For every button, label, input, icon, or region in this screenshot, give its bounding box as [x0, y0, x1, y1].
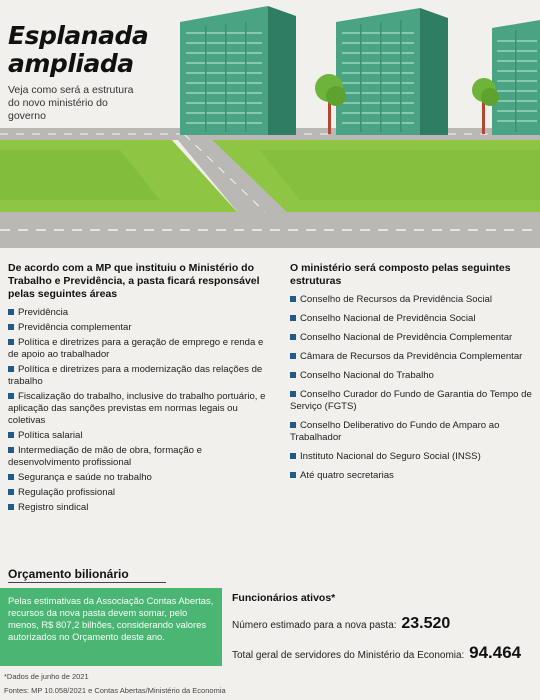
employees-row-new: [232, 615, 532, 633]
page-subtitle: Veja como será a estrutura do novo ministério do governo: [8, 84, 134, 122]
areas-list: [8, 307, 270, 514]
list-item: [290, 332, 534, 344]
employees-total-label: Total geral de servidores do Ministério da Economia:: [232, 650, 465, 661]
employees-row-total: [232, 643, 532, 663]
square-bullet-icon: [290, 334, 296, 340]
structures-heading: O ministério será composto pelas seguintes estruturas: [290, 262, 511, 287]
list-item: [290, 370, 534, 382]
list-item-label: Política e diretrizes para a modernização das relações de trabalho: [8, 364, 263, 387]
list-item: [290, 313, 534, 325]
list-item-label: Conselho Nacional de Previdência Social: [300, 313, 476, 324]
list-item-label: Previdência complementar: [18, 322, 132, 333]
list-item: [8, 445, 270, 469]
list-item-label: Conselho Nacional do Trabalho: [300, 370, 434, 381]
square-bullet-icon: [8, 489, 14, 495]
square-bullet-icon: [290, 453, 296, 459]
list-item: [8, 364, 270, 388]
hero-illustration: [0, 0, 540, 250]
list-item-label: Até quatro secretarias: [300, 470, 394, 481]
list-item-label: Instituto Nacional do Seguro Social (INSS): [300, 451, 481, 462]
list-item-label: Registro sindical: [18, 502, 89, 513]
areas-column: [8, 262, 270, 517]
list-item: [290, 351, 534, 363]
budget-box: [0, 588, 222, 666]
divider: [8, 582, 166, 583]
square-bullet-icon: [290, 353, 296, 359]
list-item-label: Política salarial: [18, 430, 83, 441]
square-bullet-icon: [290, 391, 296, 397]
list-item-label: Política e diretrizes para a geração de emprego e renda e de apoio ao trabalhador: [8, 337, 264, 360]
list-item-label: Conselho Curador do Fundo de Garantia do Tempo de Serviço (FGTS): [290, 389, 532, 412]
list-item-label: Conselho Nacional de Previdência Complementar: [300, 332, 513, 343]
square-bullet-icon: [8, 432, 14, 438]
list-item: [290, 420, 534, 444]
square-bullet-icon: [8, 504, 14, 510]
square-bullet-icon: [8, 393, 14, 399]
title-block: [8, 22, 148, 123]
budget-text: Pelas estimativas da Associação Contas Abertas, recursos da nova pasta devem somar, pelo menos, R$ 807,2 bilhões, considerando valores autorizados no Orçamento deste ano.: [8, 595, 214, 642]
square-bullet-icon: [290, 422, 296, 428]
square-bullet-icon: [290, 372, 296, 378]
square-bullet-icon: [290, 315, 296, 321]
budget-title: Orçamento bilionário: [8, 567, 129, 581]
square-bullet-icon: [8, 447, 14, 453]
list-item: [290, 470, 534, 482]
footnote: *Dados de junho de 2021: [4, 672, 89, 681]
list-item: [8, 502, 270, 514]
structures-list: [290, 294, 534, 482]
list-item-label: Segurança e saúde no trabalho: [18, 472, 152, 483]
square-bullet-icon: [290, 296, 296, 302]
employees-title: Funcionários ativos*: [232, 592, 336, 604]
square-bullet-icon: [8, 309, 14, 315]
list-item-label: Fiscalização do trabalho, inclusive do trabalho portuário, e aplicação das sanções previstas em normas legais ou coletivas: [8, 391, 266, 426]
list-item-label: Conselho Deliberativo do Fundo de Amparo ao Trabalhador: [290, 420, 500, 443]
list-item-label: Previdência: [18, 307, 69, 318]
list-item-label: Câmara de Recursos da Previdência Complementar: [300, 351, 523, 362]
building-1: [180, 6, 268, 135]
sources: Fontes: MP 10.058/2021 e Contas Abertas/Ministério da Economia: [4, 686, 226, 695]
list-item-label: Intermediação de mão de obra, formação e desenvolvimento profissional: [8, 445, 202, 468]
employees-new-value: 23.520: [401, 615, 451, 632]
square-bullet-icon: [290, 472, 296, 478]
list-item: [8, 487, 270, 499]
list-item: [8, 472, 270, 484]
list-item: [8, 391, 270, 427]
employees-new-label: Número estimado para a nova pasta:: [232, 620, 397, 631]
square-bullet-icon: [8, 366, 14, 372]
building-2: [336, 8, 420, 135]
areas-heading: De acordo com a MP que instituiu o Ministério do Trabalho e Previdência, a pasta ficará responsável pelas seguintes áreas: [8, 262, 260, 300]
list-item: [8, 337, 270, 361]
square-bullet-icon: [8, 339, 14, 345]
structures-column: [290, 262, 534, 489]
employees-total-value: 94.464: [469, 643, 522, 662]
square-bullet-icon: [8, 324, 14, 330]
employees-block: [232, 592, 532, 663]
list-item: [8, 430, 270, 442]
list-item: [290, 389, 534, 413]
list-item: [8, 322, 270, 334]
list-item: [290, 451, 534, 463]
square-bullet-icon: [8, 474, 14, 480]
page-title: Esplanada ampliada: [8, 21, 149, 78]
list-item-label: Conselho de Recursos da Previdência Social: [300, 294, 492, 305]
list-item: [8, 307, 270, 319]
list-item-label: Regulação profissional: [18, 487, 116, 498]
list-item: [290, 294, 534, 306]
